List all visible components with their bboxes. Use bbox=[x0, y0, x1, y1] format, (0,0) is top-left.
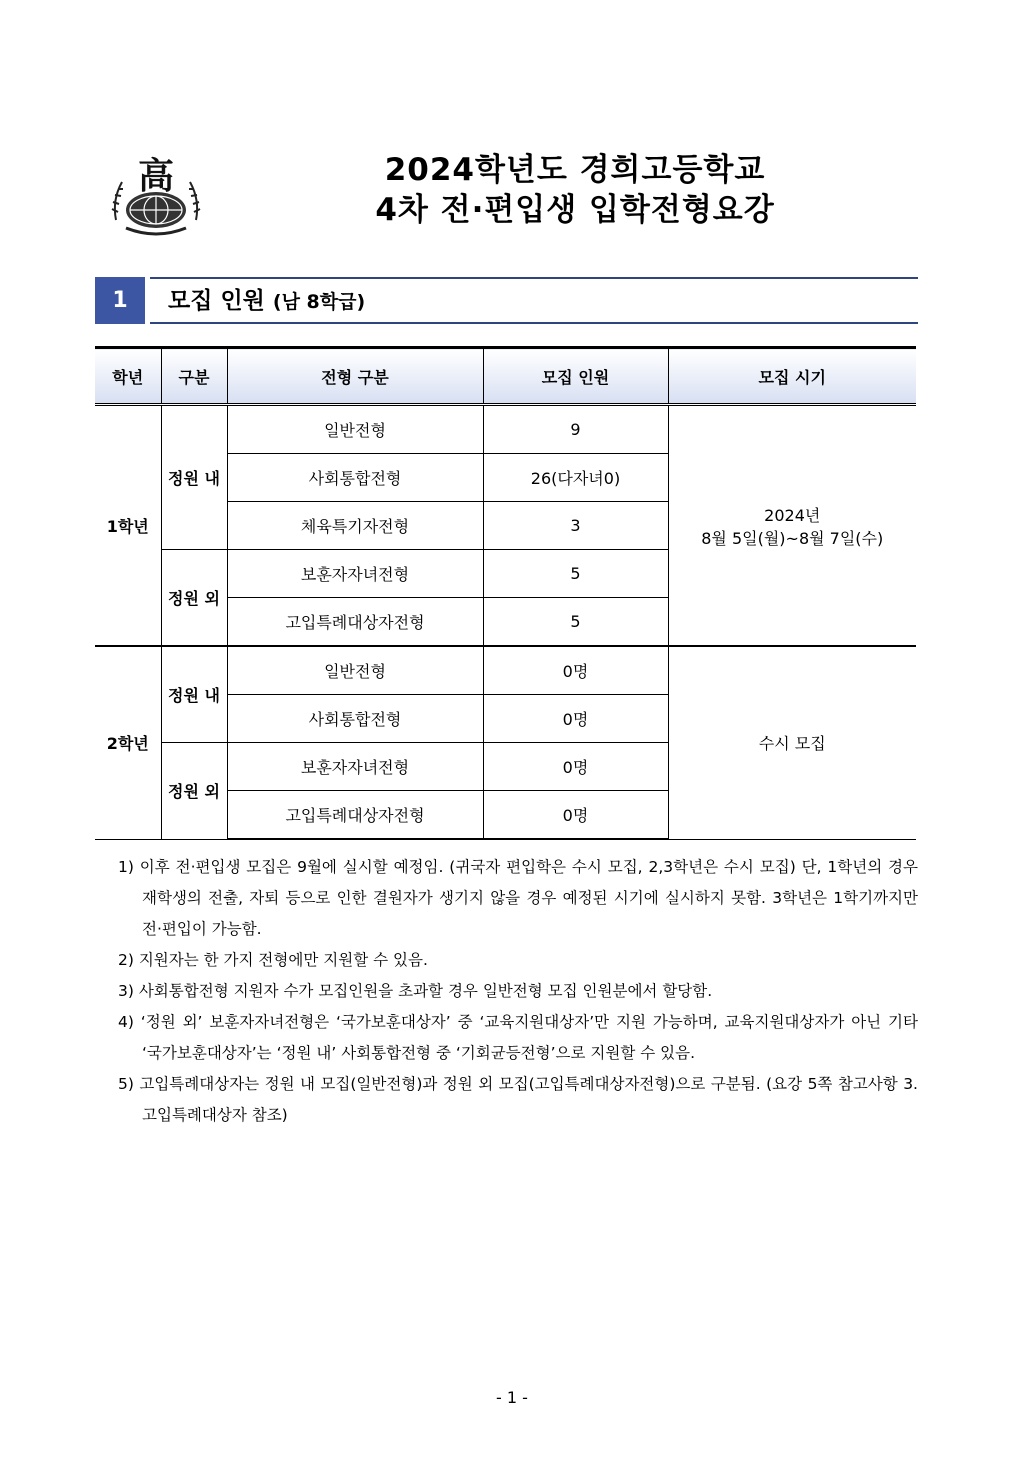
period-cell: 수시 모집 bbox=[668, 646, 916, 839]
admission-type-cell: 사회통합전형 bbox=[227, 695, 483, 743]
grade-cell: 2학년 bbox=[95, 646, 161, 839]
admission-type-cell: 고입특례대상자전형 bbox=[227, 791, 483, 840]
header-count: 모집 인원 bbox=[483, 348, 668, 405]
header-period: 모집 시기 bbox=[668, 348, 916, 405]
category-cell: 정원 외 bbox=[161, 743, 227, 840]
count-cell: 9 bbox=[483, 405, 668, 454]
period-year: 2024년 bbox=[764, 505, 821, 525]
table-header-row bbox=[95, 348, 916, 405]
note-item: 5) 고입특례대상자는 정원 내 모집(일반전형)과 정원 외 모집(고입특례대상자전형)으로 구분됨. (요강 5쪽 참고사항 3. 고입특례대상자 참조) bbox=[118, 1075, 918, 1124]
count-cell: 5 bbox=[483, 550, 668, 598]
table-row bbox=[95, 405, 916, 454]
admission-type-cell: 체육특기자전형 bbox=[227, 502, 483, 550]
note-item: 4) ‘정원 외’ 보훈자자녀전형은 ‘국가보훈대상자’ 중 ‘교육지원대상자’만 지원 가능하며, 교육지원대상자가 아닌 기타 ‘국가보훈대상자’는 ‘정원 내’ 사회통합전형 중 ‘기회균등전형’으로 지원할 수 있음. bbox=[118, 1013, 918, 1062]
header-grade: 학년 bbox=[95, 348, 161, 405]
header-category: 구분 bbox=[161, 348, 227, 405]
note-item: 2) 지원자는 한 가지 전형에만 지원할 수 있음. bbox=[118, 951, 428, 969]
section-title bbox=[168, 283, 365, 320]
table-row bbox=[95, 646, 916, 695]
count-cell: 0명 bbox=[483, 646, 668, 695]
title-line-1: 2024학년도 경희고등학교 bbox=[384, 152, 766, 188]
category-cell: 정원 내 bbox=[161, 646, 227, 743]
header-admission-type: 전형 구분 bbox=[227, 348, 483, 405]
note-item: 1) 이후 전·편입생 모집은 9월에 실시할 예정임. (귀국자 편입학은 수시 모집, 2,3학년은 수시 모집) 단, 1학년의 경우 재학생의 전출, 자퇴 등으로 인한 결원자가 생기지 않을 경우 예정된 시기에 실시하지 못함. 3학년은 1학기까지만 전·편입이 가능함. bbox=[118, 858, 918, 938]
admission-type-cell: 일반전형 bbox=[227, 646, 483, 695]
admission-type-cell: 일반전형 bbox=[227, 405, 483, 454]
count-cell: 0명 bbox=[483, 743, 668, 791]
page-number: - 1 - bbox=[496, 1388, 528, 1407]
count-cell: 3 bbox=[483, 502, 668, 550]
admission-type-cell: 보훈자자녀전형 bbox=[227, 743, 483, 791]
section-title-text: 모집 인원 bbox=[168, 288, 265, 314]
count-cell: 0명 bbox=[483, 695, 668, 743]
section-rule-top bbox=[150, 277, 918, 279]
period-cell bbox=[668, 405, 916, 647]
section-subtitle: (남 8학급) bbox=[272, 291, 366, 313]
count-cell: 26(다자녀0) bbox=[483, 454, 668, 502]
period-dates: 8월 5일(월)~8월 7일(수) bbox=[701, 528, 884, 548]
count-cell: 5 bbox=[483, 598, 668, 647]
recruitment-table bbox=[95, 346, 916, 840]
section-number-badge: 1 bbox=[95, 277, 145, 324]
admission-type-cell: 사회통합전형 bbox=[227, 454, 483, 502]
document-title bbox=[250, 150, 900, 230]
svg-text:高: 高 bbox=[137, 155, 175, 197]
grade-cell: 1학년 bbox=[95, 405, 161, 647]
category-cell: 정원 내 bbox=[161, 405, 227, 550]
section-rule-bottom bbox=[150, 322, 918, 324]
count-cell: 0명 bbox=[483, 791, 668, 840]
school-logo bbox=[108, 148, 204, 240]
admission-type-cell: 고입특례대상자전형 bbox=[227, 598, 483, 647]
notes-list bbox=[118, 852, 918, 1131]
admission-type-cell: 보훈자자녀전형 bbox=[227, 550, 483, 598]
category-cell: 정원 외 bbox=[161, 550, 227, 647]
title-line-2: 4차 전·편입생 입학전형요강 bbox=[375, 192, 775, 228]
note-item: 3) 사회통합전형 지원자 수가 모집인원을 초과할 경우 일반전형 모집 인원분에서 할당함. bbox=[118, 982, 713, 1000]
